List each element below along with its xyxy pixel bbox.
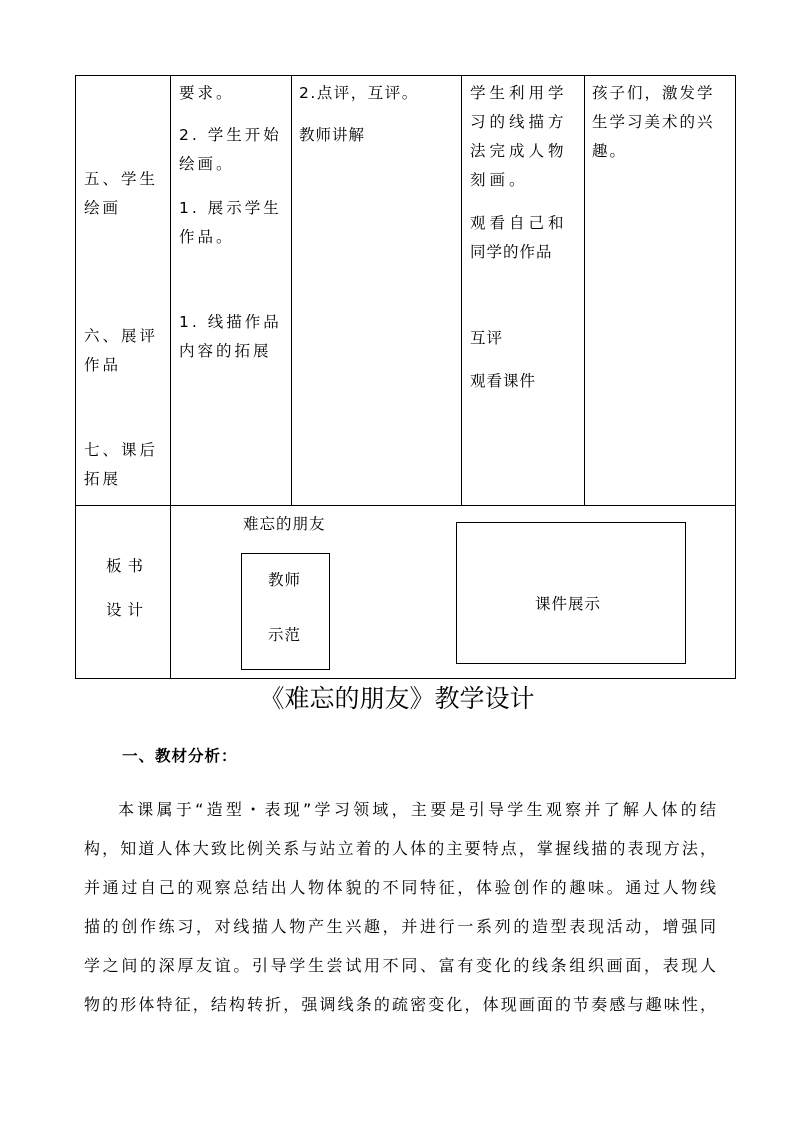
student-activity-1a: 学生利用学 — [470, 84, 568, 102]
stage-5-line-1: 五、学生 — [84, 170, 159, 188]
design-intent-1: 孩子们，激发学 — [592, 84, 715, 102]
student-activity-2b: 同学的作品 — [470, 243, 553, 261]
teacher-activity-3a: 1. 展示学生 — [179, 199, 282, 217]
teacher-demo-line-2: 示范 — [268, 626, 302, 644]
teacher-activity-1: 要求。 — [179, 84, 235, 102]
paragraph-line-5 — [84, 956, 716, 976]
table-top-border — [75, 75, 736, 76]
table-row-divider — [75, 505, 736, 506]
teacher-activity-2a: 2. 学生开始 — [179, 126, 282, 144]
teacher-explain-text: 教师讲解 — [299, 126, 366, 144]
stage-6-line-2: 作品 — [84, 356, 122, 374]
teacher-activity-3b: 作品。 — [179, 228, 235, 246]
table-col-divider-3 — [461, 75, 462, 506]
stage-7-line-1: 七、课后 — [84, 441, 159, 459]
design-intent-2: 生学习美术的兴 — [592, 113, 715, 131]
table-right-border — [735, 75, 736, 679]
design-intent-3: 趣。 — [592, 142, 628, 160]
paragraph-line-6 — [84, 995, 716, 1015]
stage-5-line-2: 绘画 — [84, 199, 122, 217]
teacher-demo-line-1: 教师 — [268, 571, 302, 589]
section-heading: 一、教材分析： — [122, 747, 238, 765]
student-activity-4: 观看课件 — [470, 372, 537, 390]
paragraph-line-2-text: 构，知道人体大致比例关系与站立着的人体的主要特点，掌握线描的表现方法， — [84, 839, 716, 858]
student-activity-1c: 法完成人物 — [470, 142, 568, 160]
student-activity-1b: 习的线描方 — [470, 113, 568, 131]
courseware-label: 课件展示 — [535, 595, 602, 613]
student-activity-3: 互评 — [470, 329, 504, 347]
paragraph-line-4-text: 描的创作练习，对线描人物产生兴趣，并进行一系列的造型表现活动，增强同 — [84, 917, 716, 936]
review-text: 2.点评，互评。 — [299, 84, 419, 102]
paragraph-line-2 — [84, 839, 716, 859]
paragraph-line-4 — [84, 917, 716, 937]
paragraph-line-1-text: 本课属于“造型・表现”学习领域，主要是引导学生观察并了解人体的结 — [118, 800, 716, 819]
table-col-divider-1 — [170, 75, 171, 679]
paragraph-line-5-text: 学之间的深厚友谊。引导学生尝试用不同、富有变化的线条组织画面，表现人 — [84, 956, 716, 975]
board-label-line-2: 设计 — [106, 601, 150, 619]
table-col-divider-2 — [291, 75, 292, 506]
stage-6-line-1: 六、展评 — [84, 327, 159, 345]
student-activity-1d: 刻画。 — [470, 171, 529, 189]
document-title: 《难忘的朋友》教学设计 — [259, 684, 535, 713]
paragraph-line-6-text: 物的形体特征，结构转折，强调线条的疏密变化，体现画面的节奏感与趣味性， — [84, 995, 716, 1014]
paragraph-line-3-text: 并通过自己的观察总结出人物体貌的不同特征，体验创作的趣味。通过人物线 — [84, 878, 716, 897]
board-label-line-1: 板书 — [106, 557, 150, 575]
paragraph-line-3 — [84, 878, 716, 898]
table-left-border — [75, 75, 76, 679]
teacher-activity-2b: 绘画。 — [179, 155, 235, 173]
stage-7-line-2: 拓展 — [84, 470, 122, 488]
teacher-activity-4b: 内容的拓展 — [179, 342, 272, 360]
table-col-divider-4 — [584, 75, 585, 506]
teacher-activity-4a: 1. 线描作品 — [179, 313, 282, 331]
board-subject: 难忘的朋友 — [243, 515, 326, 533]
student-activity-2a: 观看自己和 — [470, 214, 568, 232]
paragraph-line-1 — [118, 800, 716, 820]
